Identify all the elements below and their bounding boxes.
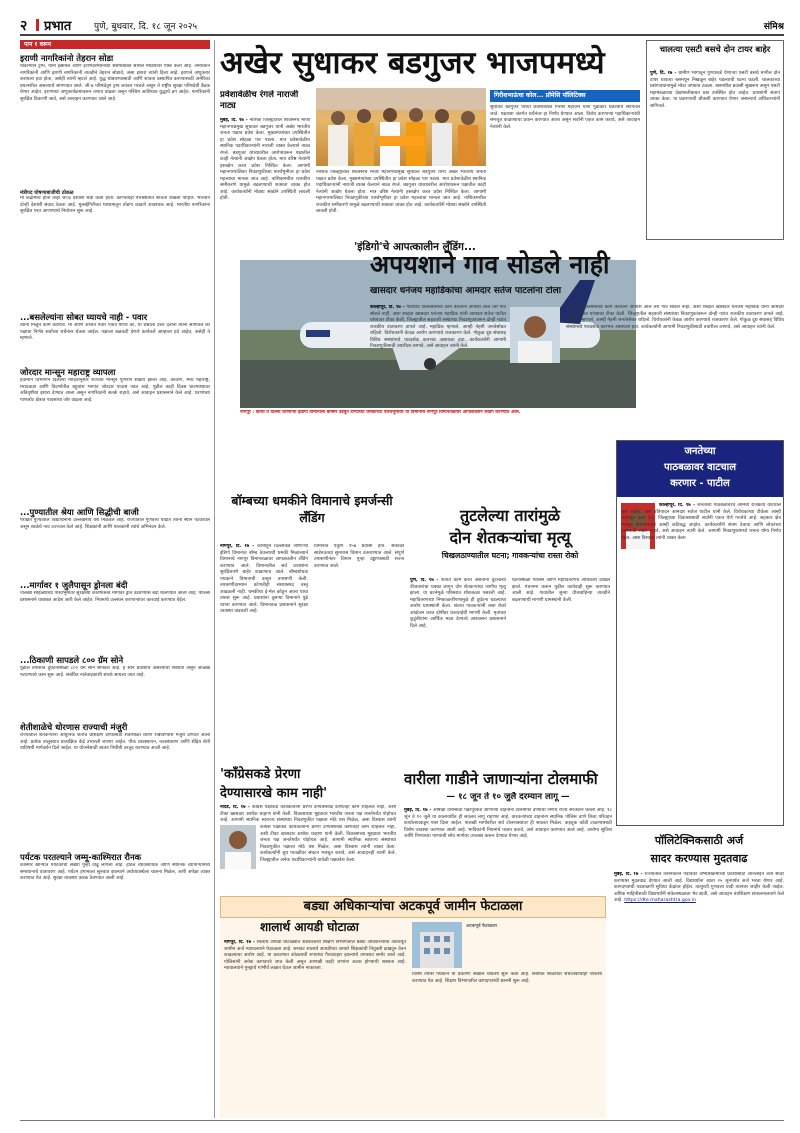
bail-section — [220, 918, 606, 1118]
dateline: मुंबई, दि. १७ - — [220, 118, 248, 123]
story-title: शेतीशाळेचे धोरणास राज्याची मंजुरी — [20, 722, 128, 732]
title-line: जनतेच्या — [684, 446, 716, 457]
dateline: कोल्हापूर, दि. १७ - — [659, 503, 695, 508]
title-line: करणार - पाटील — [670, 478, 730, 489]
story-text: पुढील तपासात दुर्घटनास्थळी ८०० ग्रॅम सोने सापडले आहे. हे सोने प्रवाशांचे असल्याची शक्यता असून ओळख पटवण्याचे काम सुरू आहे. संबंधित नातेवाइकांशी संपर्क साधला जात आहे. — [20, 666, 210, 678]
story-text: काश्मीर खोऱ्यात पर्यटकांची संख्या पुन्हा वाढू लागली आहे. हॉटेल व्यावसायिक आणि स्थानिक व्यापाऱ्यांमध्ये समाधानाचे वातावरण आहे. पर्यटन हंगामाला सुरुवात झाल्याने अर्थव्यवस्थेला चालना मिळेल, अशी अपेक्षा व्यक्त करण्यात येत आहे. सुरक्षा व्यवस्था कडक ठेवण्यात आली आहे. — [20, 863, 210, 881]
section-name: संमिश्र — [763, 22, 784, 32]
patil-title — [617, 441, 783, 497]
headline-line: सादर करण्यास मुदतवाढ — [650, 852, 748, 865]
toll-headline: वारीला गाडीने जाणाऱ्यांना टोलमाफी — [404, 770, 598, 788]
person-icon — [220, 825, 256, 869]
paper-name: प्रभात — [44, 19, 72, 34]
story-text: काँग्रेस पक्षाकडे कार्यकर्त्यांना प्रेरणा देण्यासारखे कोणतेही काम राहिलेले नाही, अशी टीका खासदार अशोक चव्हाण यांनी केली. विकासाच्या मुद्द्यावर भारतीय जनता पक्ष जनतेपर्यंत पोहोचत आहे. आगामी स्थानिक स्वराज्य संस्थांच्या निवडणुकीत पक्षाला मोठे यश मिळेल, असा विश्वास त्यांनी — [220, 805, 396, 823]
dateline: नागपूर, दि. १७ - — [220, 544, 255, 549]
dateline: कोल्हापूर, दि. १७ - — [370, 305, 405, 310]
village-headline: अपयशाने गाव सोडले नाही — [370, 250, 610, 279]
story-text: राज्यातील शेतकऱ्यांना आधुनिक शेतीचे प्रशिक्षण देण्यासाठी शेतीशाळा धोरण राबविण्यास मंजुरी देण्यात आली आहे. प्रत्येक तालुक्यात प्रात्यक्षिक केंद्रे उभारली जाणार आहेत. पीक व्यवस्थापन, जलसंधारण आणि सेंद्रिय शेती याविषयी मार्गदर्शन दिले जाईल. या योजनेसाठी स्वतंत्र निधीची तरतूद करण्यात आली आहे. — [20, 733, 210, 751]
story-text: मी केंद्रामध्ये होतो तेव्हा जी-७ देशांशी चर्चा केली होती. कोणत्याही परिस्थितीत शांतता राखली पाहिजे. भारताने दोन्ही देशांशी संवाद ठेवला आहे. मुत्सद्देगिरीच्या माध्यमातून तोडगा काढणे आवश्यक आहे. भारतीय नागरिकांना सुरक्षित परत आणण्याचे नियोजन सुरू आहे. — [20, 196, 210, 214]
story-title: जोरदार मान्सून महाराष्ट्र व्यापला — [20, 367, 116, 377]
masthead-bar — [36, 19, 39, 31]
bottom-rule — [20, 1120, 784, 1121]
headline-line: तुटलेल्या तारांमुळे — [459, 506, 561, 525]
story-text: नाशिक जिल्ह्यातील शिवसेनेचे माजी महानगरप्रमुख सुधाकर बडगुजर यांनी अखेर भारतीय जनता पक्षात प्रवेश केला. मुख्यमंत्र्यांच्या उपस्थितीत हा प्रवेश सोहळा पार पडला. मात्र प्रवेशावेळीच स्थानिक पदाधिकाऱ्यांनी नाराजी व्यक्त केल्याने नाट्य रंगले. बडगुजर यांच्यावरील आरोपांवरून पक्षातील काही नेत्यांनी आक्षेप घेतला होता. मात्र वरिष्ठ नेत्यांनी हस्तक्षेप करत प्रवेश निश्चित केला. आगामी महानगरपालिका निवडणुकीच्या पार्श्वभूमीवर हा प्रवेश महत्त्वाचा मानला जात आहे. नाशिकमधील राजकीय समीकरणे यामुळे बदलण्याची शक्यता व्यक्त होत आहे. कार्यकर्त्यांनी मोठ्या संख्येने उपस्थिती लावली होती. — [220, 118, 310, 201]
story-title: पर्यटक परतल्याने जम्मू-काश्मिरात रौनक — [20, 852, 142, 862]
story-text: शेतात काम करत असताना तुटलेल्या वीजतारांचा धक्का लागून दोन शेतकऱ्यांचा जागीच मृत्यू झाला. या घटनेमुळे परिसरात शोककळा पसरली आहे. महावितरणच्या निष्काळजीपणामुळे ही दुर्घटना घडल्याचा आरोप ग्रामस्थांनी केला. संतप्त गावकऱ्यांनी रस्ता रोको आंदोलन करत दोषींवर कारवाईची मागणी केली. मृतांच्या कुटुंबीयांना आर्थिक मदत देण्याचे आश्वासन प्रशासनाने दिले आहे. — [410, 578, 506, 629]
bomb-story — [220, 544, 404, 758]
masthead — [20, 16, 784, 34]
story-text: शालार्थ आयडी घोटाळ्यात अडकलेल्या शिक्षण विभागातील बड्या अधिकाऱ्यांचा अटकपूर्व जामीन अर्ज न्यायालयाने फेटाळला आहे. बनावट शालार्थ आयडीच्या आधारे शिक्षकांची नियुक्ती दाखवून वेतन काढल्याचा आरोप आहे. या प्रकरणात कोट्यवधी रुपयांचा गैरव्यवहार झाल्याचे तपासात समोर आले आहे. पोलिसांनी अनेक कागदपत्रे जप्त केली असून आणखी काही जणांना अटक होण्याची शक्यता आहे. न्यायालयाने गुन्ह्याचे गांभीर्य लक्षात घेऊन जामीन नाकारला. — [224, 940, 406, 971]
crowd-illustration — [316, 88, 486, 166]
story-text: विशेष तपास पथकाने या प्रकरणी सखोल चौकशी सुरू केली आहे. संबंधित शाळांच्या संचालकांचीही चौकशी करण्यात येत आहे. शिक्षण विभागातील कागदपत्रांची छाननी सुरू आहे. — [412, 972, 602, 984]
mp-portrait — [510, 307, 560, 363]
lead-story — [220, 118, 310, 258]
title-line: पाठबळावर वाटचाल — [663, 462, 737, 473]
box-title: चालत्या एसटी बसचे दोन टायर बाहेर — [659, 44, 771, 54]
story-text: ग्रामीण भागातून पुण्याकडे येणाऱ्या एसटी बसचे मागील दोन टायर धावत्या बसमधून निखळून बाहेर पडल्याची घटना घडली. चालकाच्या प्रसंगावधानामुळे मोठा अपघात टळला. बसमधील प्रवासी सुखरूप असून एसटी महामंडळाच्या देखभालीबाबत प्रश्न उपस्थित होत आहेत. प्रवाशांनी संताप व्यक्त केला. या प्रकरणाची चौकशी करण्यात येणार असल्याचे अधिकाऱ्यांनी सांगितले. — [650, 71, 780, 109]
story-text: गावाच्या विकासासाठी काम करताना अपयश आले तरी गाव सोडले नाही, अशा शब्दांत खासदार धनंजय महाडिक यांनी आमदार सतेज पाटील यांच्यावर टीका केली. जिल्ह्यातील सहकारी संस्थांच्या निवडणुकांवरून दोन्ही गटांत राजकीय वातावरण तापले आहे. महाडिक म्हणाले, आम्ही नेहमी जनतेसोबत राहिलो. विरोधकांनी केवळ आरोप करण्याचे राजकारण केले. गोकुळ दूध संघासह विविध संस्थांमध्ये पारदर्शक कारभार असायला हवा. कार्यकर्त्यांनी आगामी निवडणुकीसाठी तयारीला लागावे, असे आवाहन त्यांनी केले. — [566, 305, 784, 330]
story-text: परीक्षेत पुण्यातील विद्यार्थिनींनी उल्लेखनीय यश मिळवले आहे. राज्यातील गुणवत्ता यादीत त्यांनी स्थान पटकावले असून शाळेचे नाव उज्ज्वल केले आहे. शिक्षकांनी आणि पालकांनी त्यांचे अभिनंदन केले. — [20, 518, 210, 530]
bus-box — [646, 40, 784, 240]
patil-box — [616, 440, 784, 826]
story-text: हवामान विभागाने दिलेल्या माहितीनुसार राज्यात मान्सून पूर्णपणे सक्रिय झाला आहे. कोकण, मध्य महाराष्ट्र, मराठवाडा आणि विदर्भातील बहुतांश भागांत जोरदार पाऊस पडत आहे. पुढील काही दिवस घाटमाथ्यावर अतिवृष्टीचा इशारा देण्यात आला असून नागरिकांनी सतर्क राहावे, असे आवाहन प्रशासनाने केले आहे. धरणांच्या पाणलोट क्षेत्रात पावसाचा जोर वाढला आहे. — [20, 378, 210, 403]
headline-line: 'काँग्रेसकडे प्रेरणा — [220, 767, 301, 782]
column-divider — [214, 40, 215, 1118]
person-icon — [510, 307, 560, 363]
lead-headline: अखेर सुधाकर बडगुजर भाजपमध्ये — [220, 45, 605, 81]
story-text: गावाच्या विकासासाठी काम करताना अपयश आले तरी गाव सोडले नाही, अशा शब्दांत खासदार धनंजय महाडिक यांनी आमदार सतेज पाटील यांच्यावर टीका केली. जिल्ह्यातील सहकारी संस्थांच्या निवडणुकांवरून दोन्ही गटांत राजकीय वातावरण तापले आहे. महाडिक म्हणाले, आम्ही नेहमी जनतेसोबत राहिलो. विरोधकांनी केवळ आरोप करण्याचे राजकारण केले. गोकुळ दूध संघासह विविध संस्थांमध्ये पारदर्शक कारभार असायला हवा. कार्यकर्त्यांनी आगामी निवडणुकीसाठी तयारीला लागावे, असे आवाहन त्यांनी केले. — [370, 305, 506, 349]
page-number: २ — [20, 18, 28, 34]
stars-story — [410, 578, 610, 758]
stars-headline — [410, 505, 610, 549]
dateline: पुणे, दि. १७ - — [410, 578, 439, 583]
village-story — [370, 305, 784, 435]
story-text: घटनास्थळी पोलिस आणि महावितरणचे अधिकारी दाखल झाले. पंचनामा करून पुढील कार्यवाही सुरू करण्यात आली आहे. गावातील जुन्या वीजवाहिन्या तातडीने बदलण्याची मागणी ग्रामस्थांनी केली. — [512, 578, 610, 603]
masthead-rule — [20, 34, 784, 36]
dateline: नागपूर, दि. १७ - — [224, 940, 255, 945]
photo-caption: अटकपूर्व फेटाळला — [466, 924, 497, 929]
lead-side-panel — [490, 90, 640, 240]
village-subheadline: खासदार धनंजय महाडिकांचा आमदार सतेज पाटलांना टोला — [370, 286, 562, 296]
congress-headline — [220, 765, 396, 803]
poly-headline — [614, 832, 784, 870]
panel-title: गिरीशभाऊंचा कोल... प्रॉमेसि पॉलिटिक्स — [490, 90, 640, 102]
story-text: कोचीहून दिल्लीकडे जाणाऱ्या इंडिगो विमानात बॉम्ब ठेवल्याची धमकी मिळाल्याने विमानाचे नागपूर विमानतळावर आपत्कालीन लँडिंग करण्यात आले. विमानातील सर्व प्रवाशांना सुरक्षितपणे बाहेर काढण्यात आले. बॉम्बशोधक पथकाने विमानाची कसून तपासणी केली. तपासणीदरम्यान कोणतीही संशयास्पद वस्तू आढळली नाही. धमकीचा ई-मेल कोठून आला याचा तपास सुरू आहे. प्रवाशांना दुसऱ्या विमानाने पुढे रवाना करण्यात आले. विमानतळ प्रशासनाने सुरक्षा व्यवस्था वाढवली आहे. — [220, 544, 308, 614]
photo-caption: नागपूर : कोची ते दिल्ली जाणाऱ्या इंडिगो विमानाला बॉम्बने उडवून देण्याच्या धमकीच्या पार्श्वभूमीवर या विमानाचे नागपूर विमानतळावर आपत्कालीन लँडिंग करण्यात आले. — [240, 410, 521, 415]
story-subhead: मंत्रीपद घोषणाबाजीची ठोकळ — [20, 190, 74, 196]
panel-text: सुधाकर बडगुजर यांच्या प्रवेशाबाबत गिरीश महाजन यांनी पुढाकार घेतल्याचे सांगितले जाते. पक्षाच्या अंतर्गत चर्चेनंतर हा निर्णय घेण्यात आला. विरोध करणाऱ्या पदाधिकाऱ्यांची समजूत काढण्याचा प्रयत्न करण्यात आला असून सर्वांनी एकत्र काम करावे, असे आवाहन नेत्यांनी केले. — [490, 105, 640, 130]
leader-portrait — [220, 825, 256, 869]
poly-story — [614, 872, 784, 1108]
building-illustration — [412, 922, 462, 968]
stars-subheadline: चिखलठाण्यातील घटना; गावकऱ्यांचा रास्ता रोको — [441, 551, 579, 560]
headline-line: पॉलिटेक्निकसाठी अर्ज — [654, 834, 744, 847]
dateline: नांदेड, दि. १७ - — [220, 805, 250, 810]
website-link[interactable]: https://dte.maharashtra.gov.in — [624, 898, 696, 903]
toll-story — [404, 808, 612, 888]
dateline: पुणे, दि. १७ - — [650, 71, 677, 76]
headline-line: दोन शेतकऱ्यांचा मृत्यू — [449, 528, 571, 547]
box-text — [650, 71, 780, 110]
story-title: इराणी नागरिकांनो तेहरान सोडा — [20, 53, 114, 63]
lead-kicker: प्रवेशावेळीच रंगले नाराजी नाट्य — [220, 90, 299, 111]
story-text: विमानात एकूण १५७ प्रवासी होते. सकाळी साडेनऊच्या सुमारास विमान उतरवण्यात आले. संपूर्ण तपासणीनंतर विमान पुन्हा उड्डाणासाठी सज्ज करण्यात आले. — [314, 544, 404, 569]
bail-banner — [220, 896, 606, 918]
banner-headline: बड्या अधिकाऱ्यांचा अटकपूर्व जामीन फेटाळला — [303, 899, 523, 914]
story-text: राज्यातील तंत्रनिकेतन पदविका अभ्यासक्रमाच्या प्रवेशासाठी ऑनलाइन अर्ज सादर करण्यास मुदतवाढ देण्यात आली आहे. विद्यार्थ्यांना आता २५ जूनपर्यंत अर्ज भरता येणार आहे. कागदपत्रांची पडताळणी सुविधा केंद्रांवर होईल. तात्पुरती गुणवत्ता यादी त्यानंतर जाहीर केली जाईल. अधिक माहितीसाठी विद्यार्थ्यांनी संकेतस्थळाला भेट द्यावी, असे आवाहन तंत्रशिक्षण संचालनालयाने केले आहे. — [614, 872, 784, 903]
story-text: त्यांनी मिळून काम करायचे. मी आणि अजित पवार एकत्र येणार का, या प्रश्नाला उत्तर देताना त्यांनी सांगितले की पक्षाचा निर्णय सर्वांच्या चर्चेनंतर घेतला जाईल. पक्षाला बळकटी देणारे कार्यकर्ते आम्हाला हवे आहेत, असेही ते म्हणाले. — [20, 323, 210, 341]
continued-tag: पान १ वरून — [20, 40, 210, 49]
congress-story — [220, 805, 396, 885]
story-text: पालखी सोहळ्याच्या पार्श्वभूमीवर सुरक्षेच्या कारणास्तव मार्गावर ड्रोन उडवण्यास बंदी घालण्यात आली आहे. पोलिस प्रशासनाने याबाबत आदेश जारी केले आहेत. नियमांचे उल्लंघन करणाऱ्यांवर कारवाई करण्यात येईल. — [20, 591, 210, 603]
indigo-headline: 'इंडिगो'चे आपत्कालीन लँडिंग... — [354, 241, 476, 253]
story-text: यादरम्यान ट्रम्प, यांनी इस्रायल आणि इराणदरम्यानच्या संघर्षाबाबत सोशल मीडियावर पोस्ट केली आहे. अमेरिकन नागरिकांनी आणि इराणी नागरिकांनी तातडीने तेहरान सोडावे, असा इशारा त्यांनी दिला आहे. इराणने अणुकरार करायला हवा होता, असेही त्यांनी म्हटले आहे. युद्ध थांबवण्यासाठी आणि शांतता प्रस्थापित करण्यासाठी अमेरिका प्रयत्नशील असल्याचे सांगण्यात आले. जी-७ परिषदेतून ट्रम्प लवकर परतले असून ते राष्ट्रीय सुरक्षा परिषदेची बैठक घेणार आहेत. इराणच्या अणुकार्यक्रमावरून तणाव वाढला असून पश्चिम आशियात युद्धाचे ढग आहेत. नागरिकांनी सुरक्षित ठिकाणी जावे, असे आवाहन करण्यात आले आहे. — [20, 64, 210, 102]
story-title: ...मार्गावर १ जुलैपासून ड्रोनला बंदी — [20, 580, 128, 590]
story-text: काँग्रेस पक्षाकडे कार्यकर्त्यांना प्रेरणा देण्यासारखे कोणतेही काम राहिलेले नाही, अशी टीका खासदार अशोक चव्हाण यांनी केली. विकासाच्या मुद्द्यावर भारतीय जनता पक्ष जनतेपर्यंत पोहोचत आहे. आगामी स्थानिक स्वराज्य संस्थांच्या निवडणुकीत पक्षाला मोठे यश मिळेल, असा विश्वास त्यांनी व्यक्त केला. कार्यकर्त्यांनी बूथ पातळीवर संघटन मजबूत करावे, असे आवाहनही त्यांनी केले. जिल्ह्यातील अनेक पदाधिकाऱ्यांनी यावेळी पक्षप्रवेश केला. — [260, 825, 396, 863]
story-title: ...पुण्यातील श्रेया आणि सिद्धीची बाजी — [20, 507, 139, 517]
office-photo — [412, 922, 462, 968]
bomb-headline: बॉम्बच्या धमकीने विमानाचे इमर्जन्सी लँडिंग — [231, 493, 393, 525]
toll-subheadline: — १८ जून ते १० जुलै दरम्यान लागू — — [446, 792, 570, 802]
left-column — [20, 40, 210, 1118]
dateline: मुंबई, दि. १७ - — [404, 808, 432, 813]
dateline: मुंबई, दि. १७ - — [614, 872, 643, 877]
headline-line: देण्यासारखे काम नाही' — [220, 786, 328, 801]
lead-photo — [316, 88, 486, 166]
story-text: जनतेच्या पाठबळावरच आमची राजकीय वाटचाल सुरू राहील, असे प्रतिपादन आमदार सतेज पाटील यांनी केले. विरोधकांच्या टीकेला आम्ही कामातून उत्तर देऊ. जिल्ह्याच्या विकासासाठी सर्वांनी एकत्र येणे गरजेचे आहे. सहकार क्षेत्र मजबूत करण्यासाठी आम्ही कटिबद्ध आहोत. कार्यकर्त्यांनी संयम ठेवावा आणि लोकांच्या प्रश्नांसाठी लढत राहावे, असे आवाहन त्यांनी केले. आगामी निवडणुकांमध्ये जनता योग्य निर्णय घेईल, असा विश्वास त्यांनी व्यक्त केला. — [621, 503, 781, 541]
story-title: ...बसलेल्यांना सोबत घ्यायचे नाही - पवार — [20, 312, 148, 322]
story-title: ...ठिकाणी सापडले ८०० ग्रॅम सोने — [20, 655, 124, 665]
lead-story-continued: नाशिक जिल्ह्यातील शिवसेनेचे माजी महानगरप्रमुख सुधाकर बडगुजर यांनी अखेर भारतीय जनता पक्षात प्रवेश केला. मुख्यमंत्र्यांच्या उपस्थितीत हा प्रवेश सोहळा पार पडला. मात्र प्रवेशावेळीच स्थानिक पदाधिकाऱ्यांनी नाराजी व्यक्त केल्याने नाट्य रंगले. बडगुजर यांच्यावरील आरोपांवरून पक्षातील काही नेत्यांनी आक्षेप घेतला होता. मात्र वरिष्ठ नेत्यांनी हस्तक्षेप करत प्रवेश निश्चित केला. आगामी महानगरपालिका निवडणुकीच्या पार्श्वभूमीवर हा प्रवेश महत्त्वाचा मानला जात आहे. नाशिकमधील राजकीय समीकरणे यामुळे बदलण्याची शक्यता व्यक्त होत आहे. कार्यकर्त्यांनी मोठ्या संख्येने उपस्थिती लावली होती. — [316, 170, 486, 214]
bail-subheadline: शालार्थ आयडी घोटाळा — [260, 920, 359, 934]
dateline: पुणे, बुधवार, दि. १८ जून २०२५ — [94, 22, 198, 32]
story-text: आषाढी वारीसाठी पंढरपूरकडे जाणाऱ्या वाहनांना टोलमाफी देण्याचा निर्णय राज्य सरकारने घेतला आहे. १८ जून ते १० जुलै या कालावधीत ही सवलत लागू राहणार आहे. वारकऱ्यांच्या वाहनांना स्थानिक पोलिस ठाणे किंवा परिवहन कार्यालयाकडून पास दिला जाईल. पालखी मार्गावरील सर्व टोलनाक्यांवर ही सवलत मिळेल. वाहतूक कोंडी टाळण्यासाठी विशेष व्यवस्था करण्यात आली आहे. भाविकांनी नियमांचे पालन करावे, असे आवाहन करण्यात आले आहे. आरोग्य सुविधा आणि पिण्याच्या पाण्याची सोय मार्गावर उपलब्ध करून देण्यात येणार आहे. — [404, 808, 612, 839]
